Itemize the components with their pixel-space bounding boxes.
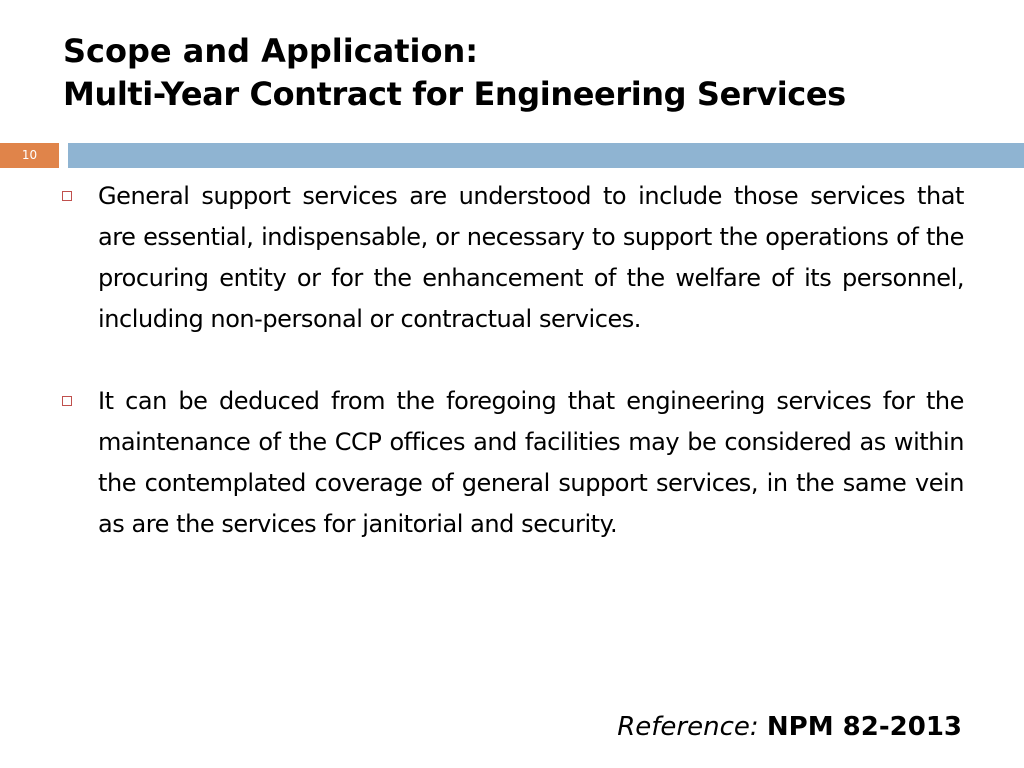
square-bullet-icon bbox=[62, 396, 72, 406]
slide-title-line-2: Multi-Year Contract for Engineering Services bbox=[63, 75, 846, 113]
page-number-badge: 10 bbox=[0, 143, 59, 168]
bullet-item bbox=[62, 176, 964, 340]
header-divider-bar bbox=[68, 143, 1024, 168]
reference-label: Reference: bbox=[617, 712, 759, 742]
bullet-text: General support services are understood to include those services that are essential, indispensable, or necessary to support the operations of the procuring entity or for the enhancement of the welfare of its personnel, including non-personal or contractual services. bbox=[98, 182, 964, 333]
bullet-text: It can be deduced from the foregoing that engineering services for the maintenance of the CCP offices and facilities may be considered as within the contemplated coverage of general support services, in the same vein as are the services for janitorial and security. bbox=[98, 387, 964, 538]
square-bullet-icon bbox=[62, 191, 72, 201]
reference-value: NPM 82-2013 bbox=[766, 712, 962, 742]
slide-body bbox=[62, 176, 964, 586]
bullet-item bbox=[62, 381, 964, 545]
reference-line bbox=[617, 708, 962, 746]
slide-title bbox=[63, 30, 1003, 116]
slide-title-line-1: Scope and Application: bbox=[63, 32, 479, 70]
